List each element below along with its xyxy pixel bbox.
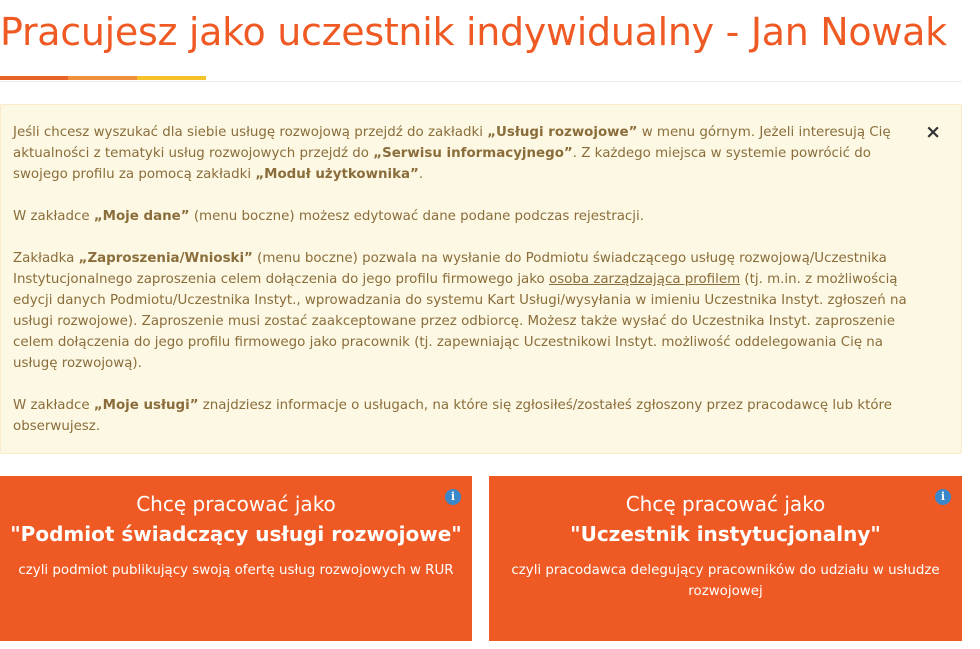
info-alert <box>0 104 962 454</box>
info-icon[interactable]: i <box>935 489 951 505</box>
info-text: . <box>418 167 424 182</box>
close-icon[interactable]: × <box>925 121 941 143</box>
info-text: W zakładce <box>13 398 94 413</box>
page-title: Pracujesz jako uczestnik indywidualny - Jan Nowak <box>0 10 947 54</box>
info-text: (menu boczne) możesz edytować dane podane podczas rejestracji. <box>189 209 644 224</box>
profile-manager-link[interactable]: osoba zarządzająca profilem <box>549 272 741 287</box>
card-heading: Chcę pracować jako <box>625 492 826 516</box>
info-text: (menu boczne) pozwala na wysłanie do Podmiotu świadczącego usługę rozwojową/Uczestnika Instytucjonalnego zaproszenia celem dołączenia do jego profilu firmowego jako <box>13 251 887 287</box>
role-card-provider[interactable] <box>0 476 472 641</box>
info-text: (tj. m.in. z możliwością edycji danych Podmiotu/Uczestnika Instyt., wprowadzania do systemu Kart Usługi/wysyłania w imieniu Uczestnika Instyt. zgłoszeń na usługi rozwojowe). Zaproszenie musi zostać zaakceptowane przez odbiorcę. Możesz także wysłać do Uczestnika Instyt. zaproszenie celem dołączenia do jego profilu firmowego jako pracownik (tj. zapewniając Uczestnikowi Instyt. możliwość oddelegowania Cię na usługę rozwojową). <box>13 272 907 371</box>
info-text: . Z każdego miejsca w systemie powrócić do swojego profilu za pomocą zakładki <box>13 146 871 182</box>
card-description: czyli pracodawca delegujący pracowników do udziału w usłudze rozwojowej <box>511 563 940 599</box>
info-text: w menu górnym. Jeżeli interesują Cię aktualności z tematyki usług rozwojowych przejdź do <box>13 125 891 161</box>
title-underline <box>0 76 206 80</box>
info-bold: „Zaproszenia/Wnioski” <box>78 251 253 266</box>
info-icon[interactable]: i <box>445 489 461 505</box>
underline-segment-3 <box>137 76 206 80</box>
info-bold: „Usługi rozwojowe” <box>487 125 638 140</box>
info-bold: „Moje usługi” <box>93 398 199 413</box>
card-role-name: "Uczestnik instytucjonalny" <box>570 522 881 546</box>
info-paragraph-3 <box>13 248 925 374</box>
info-paragraph-2 <box>13 206 925 227</box>
info-text: W zakładce <box>13 209 94 224</box>
title-divider <box>0 81 962 82</box>
info-paragraph-4 <box>13 395 925 437</box>
underline-segment-1 <box>0 76 68 80</box>
info-paragraph-1 <box>13 122 925 185</box>
role-card-institutional[interactable] <box>489 476 962 641</box>
card-role-name: "Podmiot świadczący usługi rozwojowe" <box>10 522 462 546</box>
underline-segment-2 <box>68 76 137 80</box>
info-bold: „Moje dane” <box>93 209 190 224</box>
info-bold: „Serwisu informacyjnego” <box>373 146 573 161</box>
info-bold: „Moduł użytkownika” <box>255 167 419 182</box>
card-heading: Chcę pracować jako <box>136 492 336 516</box>
info-text: znajdziesz informacje o usługach, na które się zgłosiłeś/zostałeś zgłoszony przez pracodawcę lub które obserwujesz. <box>13 398 893 434</box>
card-description: czyli podmiot publikujący swoją ofertę usług rozwojowych w RUR <box>18 563 454 578</box>
info-text: Zakładka <box>13 251 79 266</box>
info-text: Jeśli chcesz wyszukać dla siebie usługę rozwojową przejdź do zakładki <box>13 125 488 140</box>
